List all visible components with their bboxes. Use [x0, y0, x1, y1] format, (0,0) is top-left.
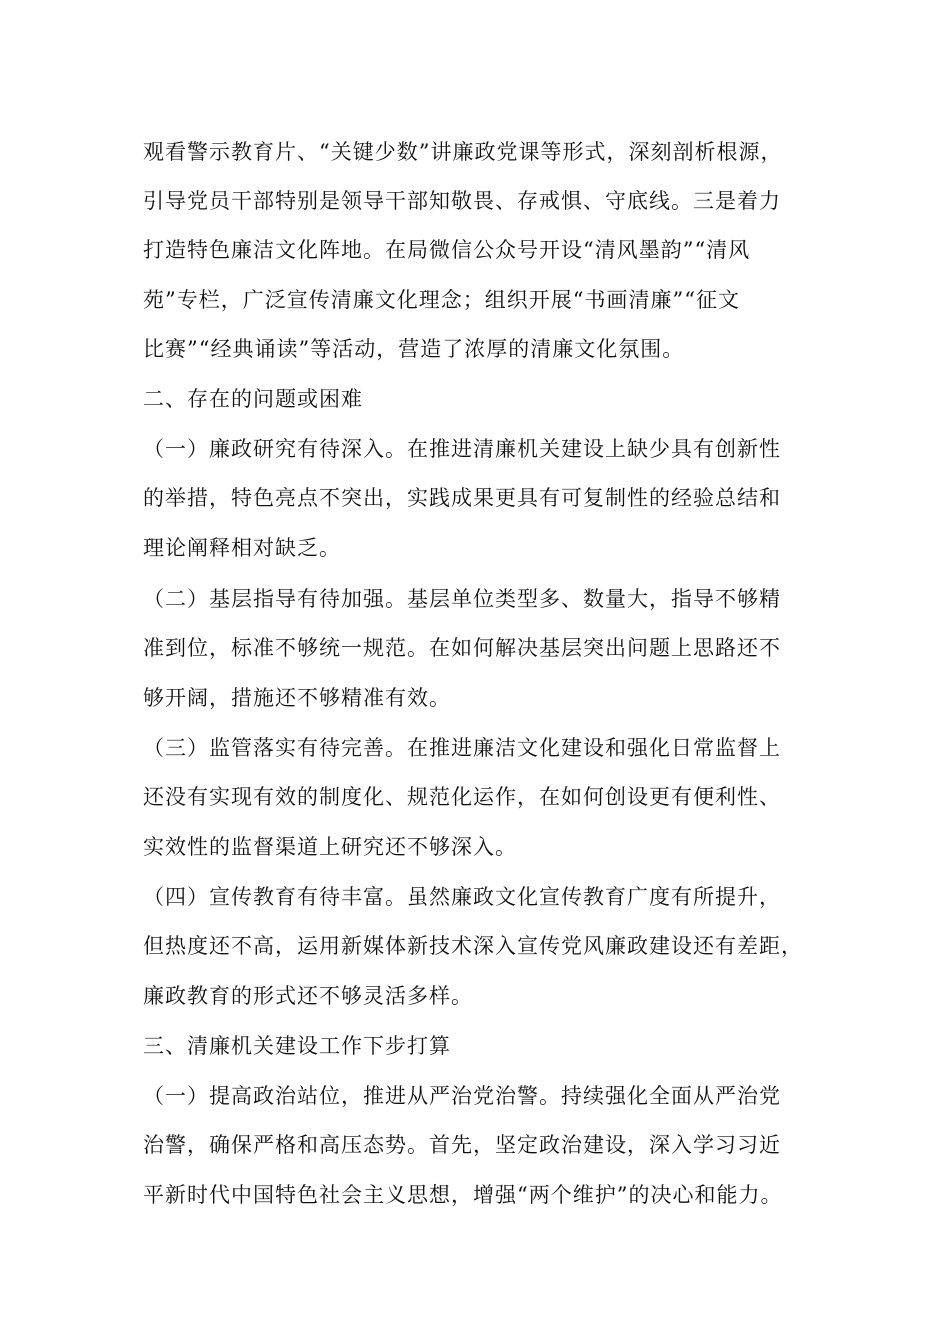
- text-line: 平新时代中国特色社会主义思想，增强“两个维护”的决心和能力。: [143, 1183, 783, 1207]
- text-line: 够开阔，措施还不够精准有效。: [143, 686, 451, 710]
- section-heading: 三、清廉机关建设工作下步打算: [143, 1034, 451, 1058]
- text-line: 但热度还不高，运用新媒体新技术深入宣传党风廉政建设还有差距，: [143, 934, 803, 958]
- text-line: 廉政教育的形式还不够灵活多样。: [143, 984, 473, 1008]
- text-line: 比赛”“经典诵读”等活动，营造了浓厚的清廉文化氛围。: [143, 337, 685, 361]
- text-line: 准到位，标准不够统一规范。在如何解决基层突出问题上思路还不: [143, 636, 781, 660]
- text-line: 打造特色廉洁文化阵地。在局微信公众号开设“清风墨韵”“清风: [143, 238, 751, 262]
- text-line: 苑”专栏，广泛宣传清廉文化理念；组织开展“书画清廉”“征文: [143, 288, 740, 312]
- text-line: 治警，确保严格和高压态势。首先，坚定政治建设，深入学习习近: [143, 1133, 781, 1157]
- section-heading: 二、存在的问题或困难: [143, 387, 363, 411]
- text-line: 还没有实现有效的制度化、规范化运作，在如何创设更有便利性、: [143, 785, 781, 809]
- text-line: （三）监管落实有待完善。在推进廉洁文化建设和强化日常监督上: [143, 736, 781, 760]
- text-line: （二）基层指导有待加强。基层单位类型多、数量大，指导不够精: [143, 587, 781, 611]
- text-line: 观看警示教育片、“关键少数”讲廉政党课等形式，深刻剖析根源，: [143, 140, 783, 164]
- text-line: （一）提高政治站位，推进从严治党治警。持续强化全面从严治党: [143, 1084, 781, 1108]
- text-line: 实效性的监督渠道上研究还不够深入。: [143, 835, 517, 859]
- text-line: 引导党员干部特别是领导干部知敬畏、存戒惧、守底线。三是着力: [143, 189, 781, 213]
- text-line: 的举措，特色亮点不突出，实践成果更具有可复制性的经验总结和: [143, 486, 781, 510]
- text-line: 理论阐释相对缺乏。: [143, 536, 341, 560]
- text-line: （一）廉政研究有待深入。在推进清廉机关建设上缺少具有创新性: [143, 437, 781, 461]
- text-line: （四）宣传教育有待丰富。虽然廉政文化宣传教育广度有所提升，: [143, 885, 781, 909]
